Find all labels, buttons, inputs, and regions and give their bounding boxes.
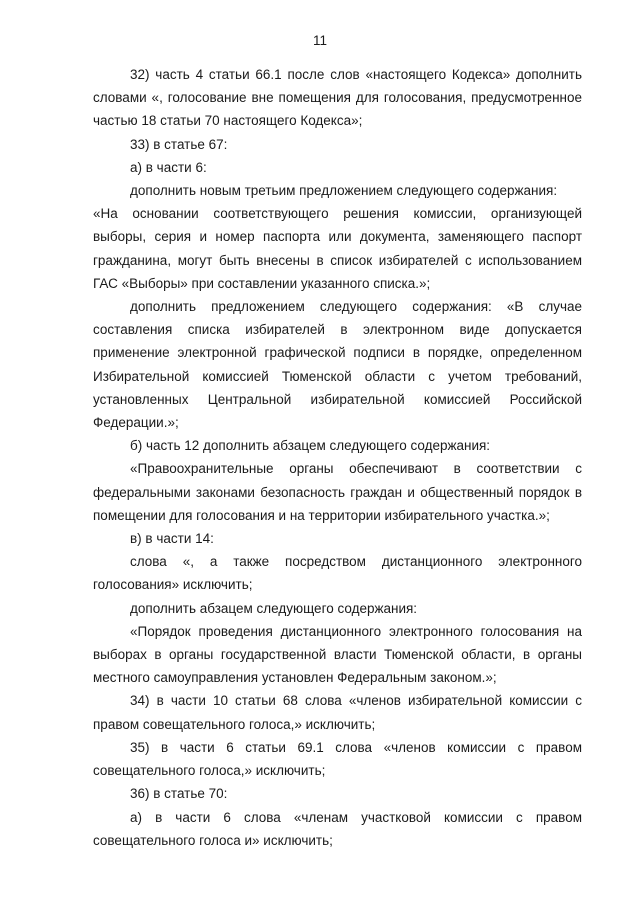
paragraph-36-heading: 36) в статье 70: bbox=[130, 786, 228, 802]
paragraph-35: 35) в части 6 статьи 69.1 слова «членов комиссии с правом совещательного голоса,» исключить; bbox=[93, 739, 582, 779]
paragraph-33a-add-sentence-electronic: дополнить предложением следующего содержания: «В случае составления списка избирателей в электронном виде допускается применение электронной графической подписи в порядке, определенном Избирательной комиссией Тюменской области с учетом требований, установленных Центральной избирательной комиссией Российской Федерации.»; bbox=[93, 299, 582, 431]
paragraph-33a-add-third-sentence: дополнить новым третьим предложением следующего содержания: bbox=[130, 183, 558, 199]
paragraph-33v-quote: «Порядок проведения дистанционного электронного голосования на выборах в органы государственной власти Тюменской области, в органы местного самоуправления установлен Федеральным законом.»; bbox=[93, 623, 582, 686]
paragraph-34: 34) в части 10 статьи 68 слова «членов избирательной комиссии с правом совещательного голоса,» исключить; bbox=[93, 693, 582, 732]
document-body bbox=[93, 63, 582, 852]
paragraph-33v-words-excluded: слова «, а также посредством дистанционного электронного голосования» исключить; bbox=[93, 554, 582, 593]
paragraph-33b-quote: «Правоохранительные органы обеспечивают в соответствии с федеральными законами безопасность граждан и общественный порядок в помещении для голосования и на территории избирательного участка.»; bbox=[93, 461, 582, 523]
paragraph-33-heading: 33) в статье 67: bbox=[130, 136, 228, 152]
paragraph-32: 32) часть 4 статьи 66.1 после слов «настоящего Кодекса» дополнить словами «, голосование вне помещения для голосования, предусмотренное частью 18 статьи 70 настоящего Кодекса»; bbox=[93, 67, 582, 129]
page-number: 11 bbox=[312, 33, 327, 48]
paragraph-33a: а) в части 6: bbox=[130, 159, 207, 175]
paragraph-36a: а) в части 6 слова «членам участковой комиссии с правом совещательного голоса и» исключить; bbox=[93, 809, 582, 848]
paragraph-33b: б) часть 12 дополнить абзацем следующего содержания: bbox=[130, 438, 491, 454]
paragraph-33a-quote-passport: «На основании соответствующего решения комиссии, организующей выборы, серия и номер паспорта или документа, заменяющего паспорт гражданина, могут быть внесены в список избирателей с использованием ГАС «Выборы» при составлении указанного списка.»; bbox=[93, 206, 582, 291]
paragraph-33v-add-paragraph: дополнить абзацем следующего содержания: bbox=[130, 600, 418, 616]
paragraph-33v: в) в части 14: bbox=[130, 531, 214, 547]
